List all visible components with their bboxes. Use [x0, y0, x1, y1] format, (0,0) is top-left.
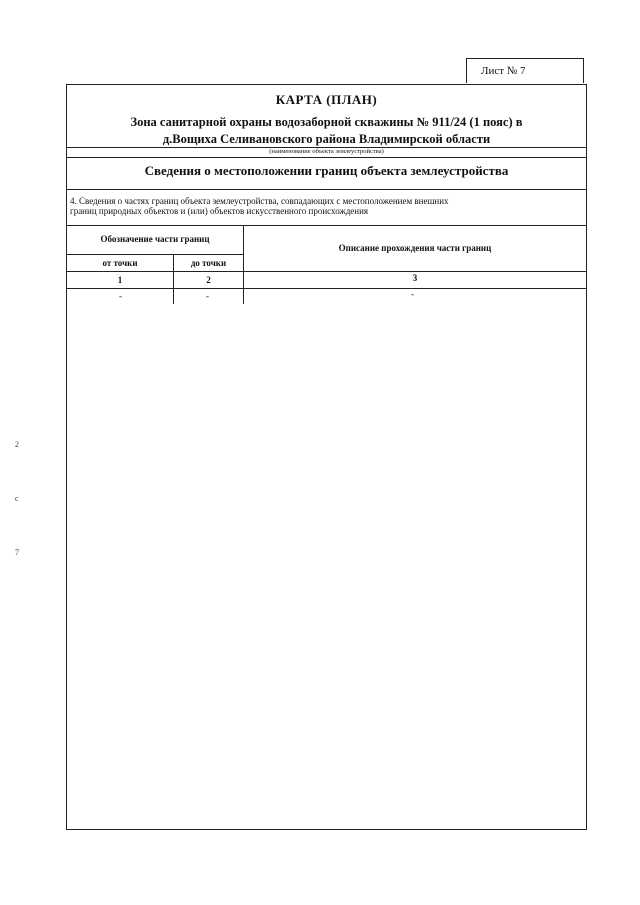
row-description-value: - — [411, 289, 414, 299]
table-top-border — [67, 225, 586, 226]
header-description: Описание прохождения части границ — [338, 243, 492, 253]
margin-mark-1: 2 — [15, 440, 19, 449]
margin-mark-3: 7 — [15, 548, 19, 557]
caption-row — [67, 147, 586, 158]
table-number-divider — [67, 288, 586, 289]
row-from-point-value: - — [119, 291, 122, 301]
object-name — [67, 114, 586, 148]
section-note — [70, 196, 570, 216]
sheet-number-box — [466, 58, 584, 83]
header-boundary-designation: Обозначение части границ — [100, 234, 210, 244]
table-group-divider — [67, 254, 243, 255]
title-block — [67, 85, 586, 147]
section-divider — [67, 189, 586, 190]
object-name-line-2: д.Вощиха Селивановского района Владимирской области — [162, 132, 491, 146]
object-name-caption: (наименование объекта землеустройства) — [269, 148, 384, 155]
document-title: КАРТА (ПЛАН) — [275, 92, 378, 107]
column-number-3: 3 — [412, 273, 418, 283]
column-number-1: 1 — [117, 275, 123, 285]
table-header-divider — [67, 271, 586, 272]
header-from-point: от точки — [102, 258, 138, 268]
section-note-line-2: границ природных объектов и (или) объектов искусственного происхождения — [70, 206, 369, 216]
row-to-point-value: - — [206, 291, 209, 301]
column-number-2: 2 — [206, 275, 211, 285]
section-note-line-1: 4. Сведения о частях границ объекта землеустройства, совпадающих с местоположением внешних — [70, 196, 449, 206]
sheet-number: Лист № 7 — [481, 65, 526, 77]
document-frame — [66, 84, 587, 830]
object-name-line-1: Зона санитарной охраны водозаборной скважины № 911/24 (1 пояс) в — [130, 115, 523, 129]
boundary-parts-table — [67, 225, 586, 304]
header-to-point: до точки — [190, 258, 227, 268]
table-col-divider-main — [243, 225, 244, 304]
section-title: Сведения о местоположении границ объекта землеустройства — [144, 163, 509, 178]
margin-mark-2: с — [15, 494, 19, 503]
